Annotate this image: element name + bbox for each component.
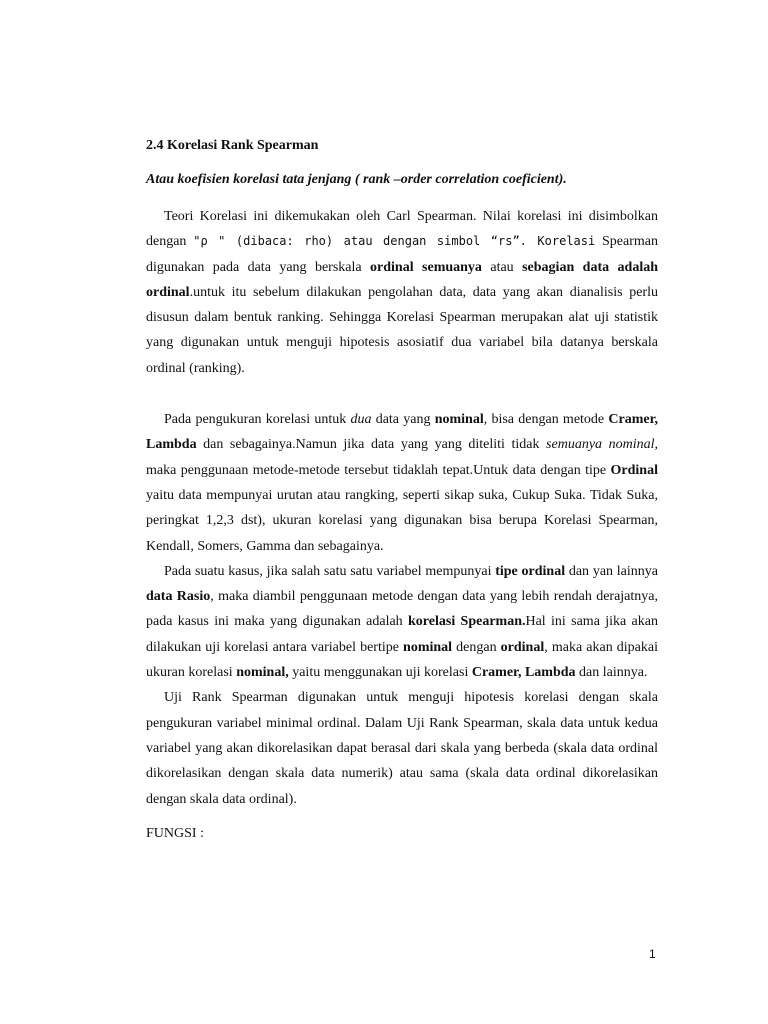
section-subheading: Atau koefisien korelasi tata jenjang ( rank –order correlation coeficient). bbox=[146, 172, 567, 187]
page-content bbox=[146, 136, 658, 844]
rho-symbol-text: "ρ " (dibaca: rho) atau dengan simbol “rs”. Korelasi bbox=[193, 234, 596, 249]
paragraph-1: Teori Korelasi ini dikemukakan oleh Carl Spearman. Nilai korelasi ini disimbolkan dengan "ρ " (dibaca: rho) atau dengan simbol “rs”. Korelasi Spearman digunakan pada data yang berskala ordinal semuanya atau sebagian data adalah ordinal.untuk itu sebelum dilakukan pengolahan data, data yang akan dianalisis perlu disusun dalam bentuk ranking. Sehingga Korelasi Spearman merupakan alat uji statistik yang digunakan untuk menguji hipotesis asosiatif dua variabel bila datanya berskala ordinal (ranking). bbox=[146, 209, 658, 376]
page-number: 1 bbox=[649, 947, 656, 961]
fungsi-label: FUNGSI : bbox=[146, 825, 204, 841]
paragraph-3: Pada suatu kasus, jika salah satu satu variabel mempunyai tipe ordinal dan yan lainnya data Rasio, maka diambil penggunaan metode dengan data yang lebih rendah derajatnya, pada kasus ini maka yang digunakan adalah korelasi Spearman.Hal ini sama jika akan dilakukan uji korelasi antara variabel bertipe nominal dengan ordinal, maka akan dipakai ukuran korelasi nominal, yaitu menggunakan uji korelasi Cramer, Lambda dan lainnya. bbox=[146, 563, 658, 681]
section-heading: 2.4 Korelasi Rank Spearman bbox=[146, 138, 319, 153]
paragraph-2: Pada pengukuran korelasi untuk dua data yang nominal, bisa dengan metode Cramer, Lambda dan sebagainya.Namun jika data yang yang diteliti tidak semuanya nominal, maka penggunaan metode-metode tersebut tidaklah tepat.Untuk data dengan tipe Ordinal yaitu data mempunyai urutan atau rangking, seperti sikap suka, Cukup Suka. Tidak Suka, peringkat 1,2,3 dst), ukuran korelasi yang digunakan bisa berupa Korelasi Spearman, Kendall, Somers, Gamma dan sebagainya. bbox=[146, 412, 659, 554]
paragraph-4: Uji Rank Spearman digunakan untuk menguji hipotesis korelasi dengan skala pengukuran variabel minimal ordinal. Dalam Uji Rank Spearman, skala data untuk kedua variabel yang akan dikorelasikan dapat berasal dari skala yang berbeda (skala data ordinal dikorelasikan dengan skala data numerik) atau sama (skala data ordinal dikorelasikan dengan skala data ordinal). bbox=[146, 690, 658, 807]
